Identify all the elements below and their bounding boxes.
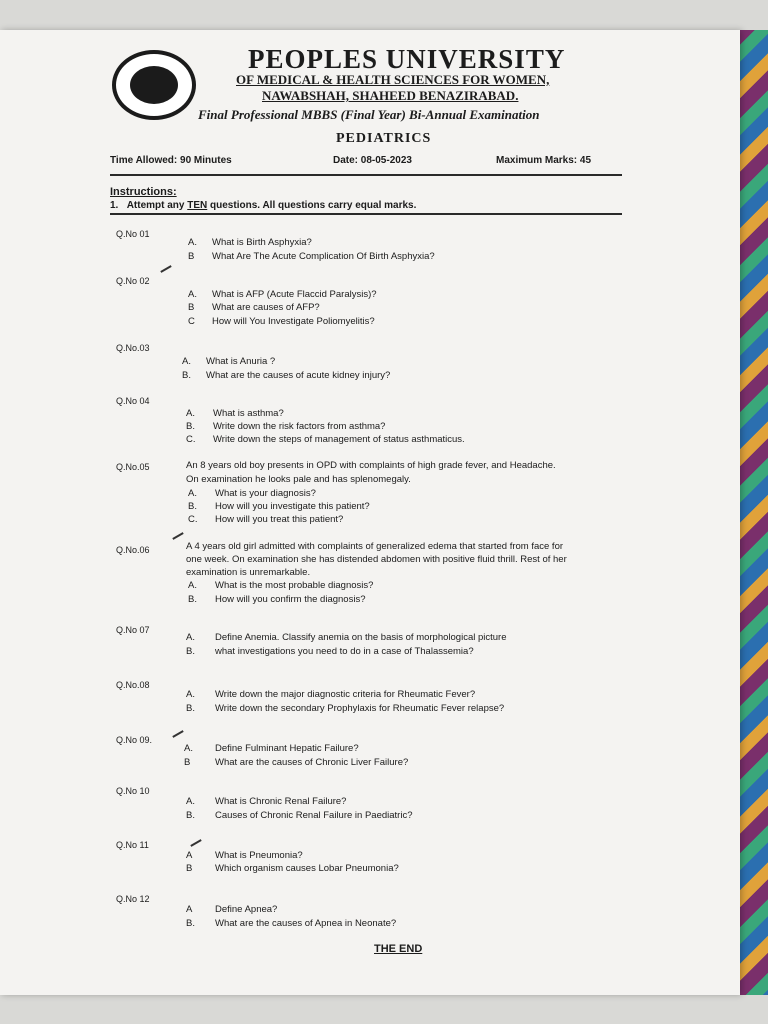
part-letter: A. [188, 237, 197, 248]
question-stem-line: A 4 years old girl admitted with complaints of generalized edema that started from face for [186, 541, 564, 552]
question-part: How will you treat this patient? [215, 514, 344, 525]
part-letter: B. [188, 501, 197, 512]
part-letter: B [188, 251, 195, 262]
university-subtitle-2: NAWABSHAH, SHAHEED BENAZIRABAD. [262, 88, 519, 103]
question-part: What are the causes of Chronic Liver Failure? [215, 757, 409, 768]
question-number: Q.No.03 [116, 343, 150, 353]
question-part: What is the most probable diagnosis? [215, 580, 374, 591]
question-part: What are the causes of acute kidney injury? [206, 370, 391, 381]
question-stem-line: An 8 years old boy presents in OPD with complaints of high grade fever, and Headache. [186, 460, 556, 471]
question-part: What is asthma? [213, 408, 284, 419]
part-letter: B. [186, 703, 195, 714]
question-number: Q.No.08 [116, 680, 150, 690]
exam-title: Final Professional MBBS (Final Year) Bi-Annual Examination [198, 107, 540, 122]
question-part: What are the causes of Apnea in Neonate? [215, 918, 397, 929]
part-letter: B. [186, 421, 195, 432]
question-part: What is your diagnosis? [215, 488, 316, 499]
question-number: Q.No 07 [116, 625, 150, 635]
question-part: What Are The Acute Complication Of Birth Asphyxia? [212, 251, 435, 262]
question-number: Q.No 04 [116, 396, 150, 406]
university-logo [112, 50, 196, 120]
question-part: Causes of Chronic Renal Failure in Paediatric? [215, 810, 413, 821]
question-part: What is Birth Asphyxia? [212, 237, 312, 248]
exam-date: Date: 08-05-2023 [333, 155, 412, 166]
part-letter: C. [186, 434, 196, 445]
question-part: Which organism causes Lobar Pneumonia? [215, 863, 399, 874]
part-letter: B. [182, 370, 191, 381]
instruction-text-post: questions. All questions carry equal marks. [207, 200, 417, 211]
part-letter: B [188, 302, 195, 313]
instruction-text-ten: TEN [187, 200, 208, 211]
part-letter: A. [184, 743, 193, 754]
university-title: PEOPLES UNIVERSITY [248, 44, 566, 74]
part-letter: B [184, 757, 191, 768]
the-end-footer: THE END [374, 943, 423, 955]
part-letter: A. [186, 796, 195, 807]
question-part: What is AFP (Acute Flaccid Paralysis)? [212, 289, 377, 300]
part-letter: C [188, 316, 195, 327]
maximum-marks: Maximum Marks: 45 [496, 155, 592, 166]
part-letter: B. [186, 646, 195, 657]
question-stem-line: one week. On examination she has distended abdomen with positive fluid thrill. Rest of her [186, 554, 567, 565]
question-number: Q.No 02 [116, 276, 150, 286]
instruction-number: 1. [110, 200, 119, 211]
part-letter: C. [188, 514, 198, 525]
question-number: Q.No 12 [116, 894, 150, 904]
question-part: Write down the steps of management of status asthmaticus. [213, 434, 465, 445]
part-letter: B. [186, 918, 195, 929]
header-rule [110, 174, 622, 176]
part-letter: A. [186, 408, 195, 419]
part-letter: A. [188, 488, 197, 499]
part-letter: B [186, 863, 193, 874]
part-letter: A. [188, 289, 197, 300]
question-part: what investigations you need to do in a case of Thalassemia? [215, 646, 474, 657]
question-number: Q.No 09. [116, 735, 153, 745]
instructions-heading: Instructions: [110, 186, 177, 198]
subject-title: PEDIATRICS [336, 131, 432, 146]
question-number: Q.No 10 [116, 786, 150, 796]
question-number: Q.No.05 [116, 462, 150, 472]
instruction-line [110, 200, 416, 211]
instructions-rule [110, 213, 622, 215]
time-allowed: Time Allowed: 90 Minutes [110, 155, 232, 166]
question-part: What is Pneumonia? [215, 850, 303, 861]
question-number: Q.No 11 [116, 840, 149, 850]
question-stem-line: examination is unremarkable. [186, 567, 311, 578]
question-part: How will you confirm the diagnosis? [215, 594, 366, 605]
part-letter: A. [188, 580, 197, 591]
question-number: Q.No 01 [116, 229, 150, 239]
part-letter: A. [186, 632, 195, 643]
question-part: Define Apnea? [215, 904, 278, 915]
question-part: How will You Investigate Poliomyelitis? [212, 316, 375, 327]
part-letter: A [186, 904, 193, 915]
question-part: What are causes of AFP? [212, 302, 320, 313]
part-letter: A [186, 850, 193, 861]
question-part: How will you investigate this patient? [215, 501, 370, 512]
question-part: Write down the secondary Prophylaxis for Rheumatic Fever relapse? [215, 703, 505, 714]
part-letter: B. [188, 594, 197, 605]
part-letter: A. [182, 356, 191, 367]
question-number: Q.No.06 [116, 545, 150, 555]
instruction-text-pre: Attempt any [126, 200, 188, 211]
university-subtitle-1: OF MEDICAL & HEALTH SCIENCES FOR WOMEN, [236, 72, 550, 87]
question-part: What is Anuria ? [206, 356, 276, 367]
question-part: What is Chronic Renal Failure? [215, 796, 347, 807]
question-stem-line: On examination he looks pale and has splenomegaly. [186, 474, 411, 485]
part-letter: A. [186, 689, 195, 700]
question-part: Define Anemia. Classify anemia on the basis of morphological picture [215, 632, 507, 643]
part-letter: B. [186, 810, 195, 821]
question-part: Define Fulminant Hepatic Failure? [215, 743, 359, 754]
question-part: Write down the major diagnostic criteria for Rheumatic Fever? [215, 689, 476, 700]
question-part: Write down the risk factors from asthma? [213, 421, 386, 432]
